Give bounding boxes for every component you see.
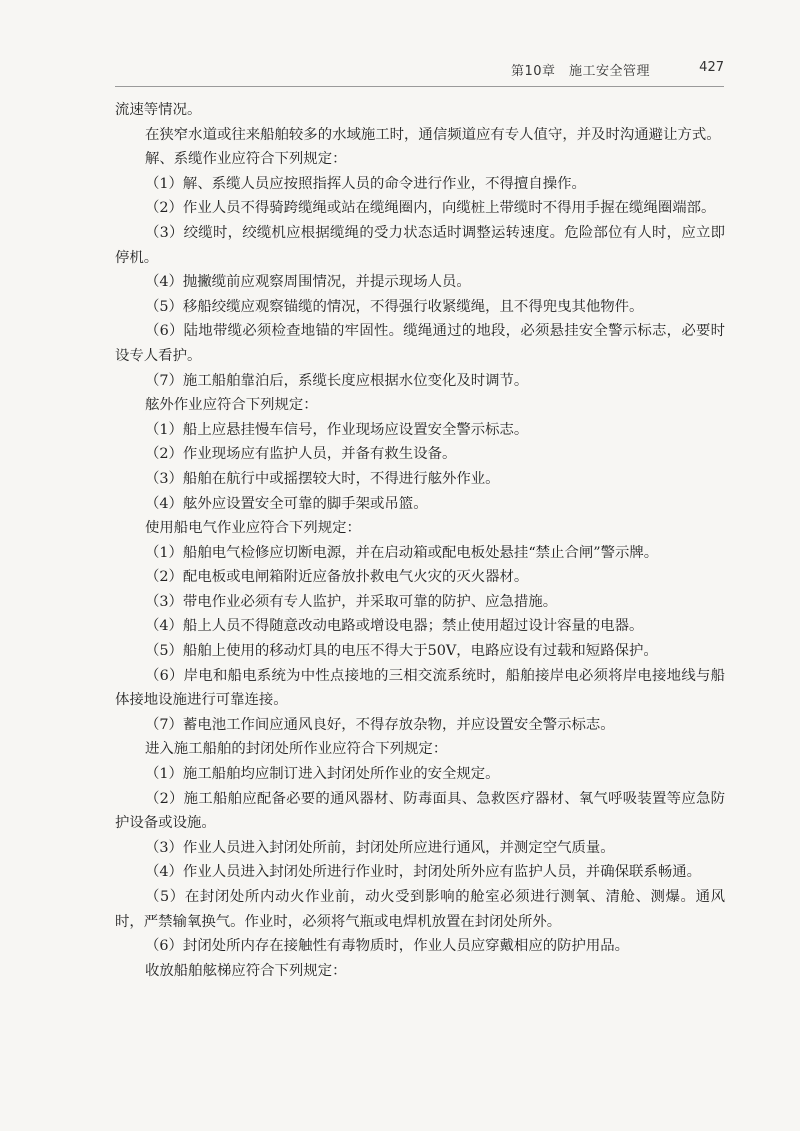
paragraph: （6）陆地带缆必须检查地锚的牢固性。缆绳通过的地段，必须悬挂安全警示标志，必要时设专人看护。 [115,323,725,364]
paragraph: 进入施工船舶的封闭处所作业应符合下列规定： [145,741,448,758]
chapter-title: 第10章 施工安全管理 [510,64,650,79]
paragraph: （7）蓄电池工作间应通风良好，不得存放杂物，并应设置安全警示标志。 [145,716,615,733]
paragraph: 解、系缆作业应符合下列规定： [145,151,347,168]
paragraph: 流速等情况。 [115,102,202,118]
paragraph: （3）带电作业必须有专人监护，并采取可靠的防护、应急措施。 [145,593,558,610]
paragraph: （2）配电板或电闸箱附近应备放扑救电气火灾的灭火器材。 [145,569,529,586]
paragraph: （4）抛撇缆前应观察周围情况，并提示现场人员。 [145,274,471,291]
paragraph: 使用船电气作业应符合下列规定： [145,520,361,537]
paragraph: 舷外作业应符合下列规定： [145,397,318,414]
paragraph: （2）作业现场应有监护人员，并备有救生设备。 [145,446,457,463]
page-number: 427 [699,60,724,75]
paragraph: （6）岸电和船电系统为中性点接地的三相交流系统时，船舶接岸电必须将岸电接地线与船体接地设施进行可靠连接。 [115,667,725,709]
paragraph: 在狭窄水道或往来船舶较多的水域施工时，通信频道应有专人值守，并及时沟通避让方式。 [145,126,721,143]
paragraph: （1）船舶电气检修应切断电源，并在启动箱或配电板处悬挂“禁止合闸”警示牌。 [145,544,659,561]
paragraph: （2）施工船舶应配备必要的通风器材、防毒面具、急救医疗器材、氧气呼吸装置等应急防护设备或设施。 [115,790,725,832]
running-header [115,58,724,87]
paragraph: （1）施工船舶均应制订进入封闭处所作业的安全规定。 [145,766,500,783]
paragraph: （1）解、系缆人员应按照指挥人员的命令进行作业，不得擅自操作。 [145,175,586,192]
paragraph: （3）船舶在航行中或摇摆较大时，不得进行舷外作业。 [145,470,500,487]
paragraph: （4）作业人员进入封闭处所进行作业时，封闭处所外应有监护人员，并确保联系畅通。 [145,864,702,881]
paragraph: （6）封闭处所内存在接触性有毒物质时，作业人员应穿戴相应的防护用品。 [145,938,630,955]
paragraph: （3）绞缆时，绞缆机应根据缆绳的受力状态适时调整运转速度。危险部位有人时，应立即停机。 [115,224,725,266]
paragraph: （5）船舶上使用的移动灯具的电压不得大于50V，电路应设有过载和短路保护。 [145,643,658,660]
paragraph: （5）在封闭处所内动火作业前，动火受到影响的舱室必须进行测氧、清舱、测爆。通风时，严禁输氧换气。作业时，必须将气瓶或电焊机放置在封闭处所外。 [115,889,725,930]
paragraph: （2）作业人员不得骑跨缆绳或站在缆绳圈内，向缆桩上带缆时不得用手握在缆绳圈端部。 [145,200,716,217]
paragraph: （7）施工船舶靠泊后，系缆长度应根据水位变化及时调节。 [145,372,529,389]
page-body [115,98,725,983]
paragraph: 收放船舶舷梯应符合下列规定： [145,962,347,979]
paragraph: （5）移船绞缆应观察锚缆的情况，不得强行收紧缆绳，且不得兜曳其他物件。 [145,298,644,315]
paragraph: （4）船上人员不得随意改动电路或增设电器；禁止使用超过设计容量的电器。 [145,618,644,635]
paragraph: （4）舷外应设置安全可靠的脚手架或吊篮。 [145,495,428,512]
paragraph: （3）作业人员进入封闭处所前，封闭处所应进行通风，并测定空气质量。 [145,839,615,856]
paragraph: （1）船上应悬挂慢车信号，作业现场应设置安全警示标志。 [145,421,529,438]
